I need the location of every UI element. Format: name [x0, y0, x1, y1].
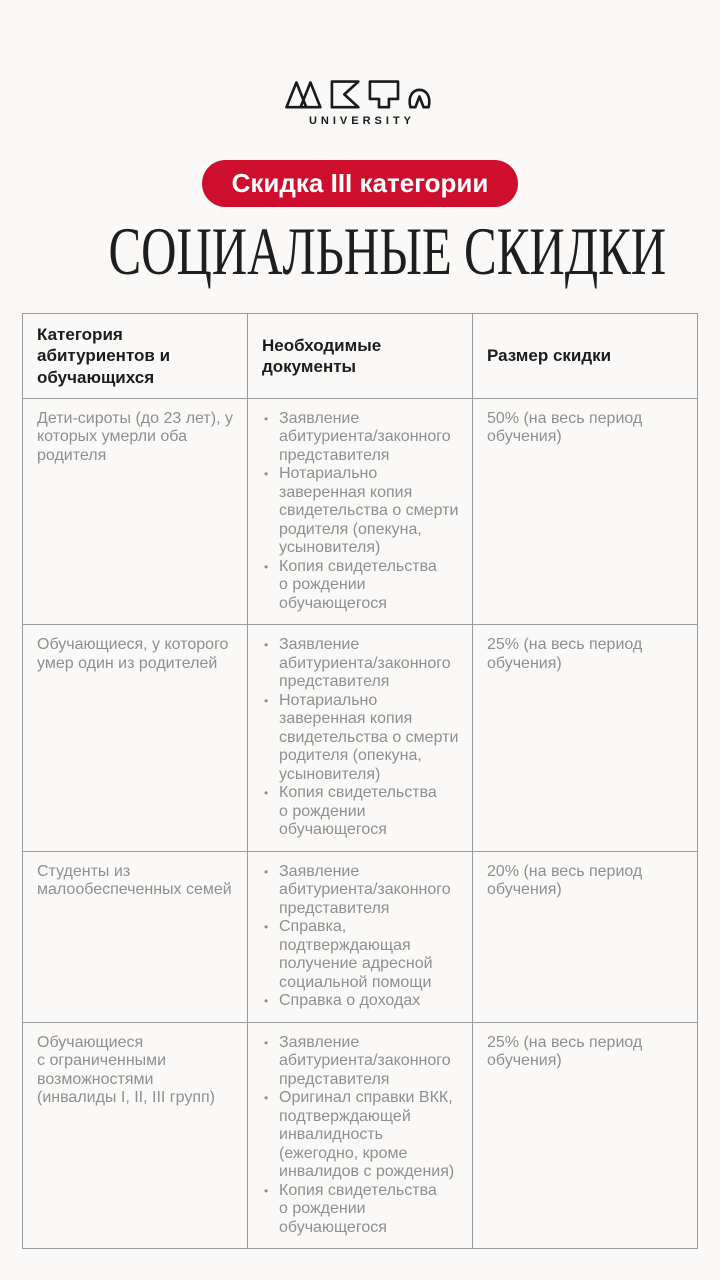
documents-cell [248, 851, 473, 1022]
document-item: • Оригинал справки ВКК, подтверждающей инвалидность (ежегодно, кроме инвалидов с рождения) [262, 1089, 460, 1182]
document-item: • Справка, подтверждающая получение адресной социальной помощи [262, 918, 460, 992]
document-item: • Заявление абитуриента/законного представителя [262, 863, 460, 919]
discount-cell: 25% (на весь период обучения) [473, 1022, 698, 1249]
page-title: СОЦИАЛЬНЫЕ СКИДКИ [108, 213, 667, 289]
documents-cell [248, 398, 473, 625]
documents-cell [248, 1022, 473, 1249]
table-row [23, 398, 698, 625]
table-body [23, 398, 698, 1249]
header-category: Категория абитуриентов и обучающихся [23, 314, 248, 399]
header-documents: Необходимые документы [248, 314, 473, 399]
header-discount: Размер скидки [473, 314, 698, 399]
logo-u-glyph-icon [410, 90, 430, 107]
document-item: • Заявление абитуриента/законного представителя [262, 1034, 460, 1090]
documents-cell [248, 625, 473, 852]
header-row [23, 314, 698, 399]
document-item: • Копия свидетельства о рождении обучающегося [262, 1182, 460, 1238]
logo-k-glyph-icon [332, 82, 358, 108]
discount-cell: 50% (на весь период обучения) [473, 398, 698, 625]
table-row [23, 625, 698, 852]
document-item: • Справка о доходах [262, 992, 460, 1011]
document-item: • Заявление абитуриента/законного представителя [262, 636, 460, 692]
logo-subtitle: UNIVERSITY [308, 115, 415, 127]
category-badge: Скидка III категории [202, 160, 519, 207]
table-head [23, 314, 698, 399]
logo-t-glyph-icon [370, 82, 398, 108]
document-list [262, 636, 460, 840]
document-item: • Копия свидетельства о рождении обучающегося [262, 784, 460, 840]
discounts-table [22, 313, 698, 1249]
university-logo-icon [284, 77, 436, 111]
document-item: • Заявление абитуриента/законного представителя [262, 410, 460, 466]
document-item: • Нотариально заверенная копия свидетельства о смерти родителя (опекуна, усыновителя) [262, 692, 460, 785]
category-cell: Дети-сироты (до 23 лет), у которых умерли оба родителя [23, 398, 248, 625]
title-row [0, 213, 720, 289]
document-list [262, 863, 460, 1011]
table-wrap [22, 313, 698, 1249]
discount-cell: 20% (на весь период обучения) [473, 851, 698, 1022]
table-row [23, 1022, 698, 1249]
badge-row [0, 160, 720, 207]
discount-cell: 25% (на весь период обучения) [473, 625, 698, 852]
table-row [23, 851, 698, 1022]
document-list [262, 1034, 460, 1238]
document-list [262, 410, 460, 614]
university-logo [0, 0, 720, 127]
category-cell: Обучающиеся с ограниченными возможностями (инвалиды I, II, III групп) [23, 1022, 248, 1249]
category-cell: Обучающиеся, у которого умер один из родителей [23, 625, 248, 852]
document-item: • Копия свидетельства о рождении обучающегося [262, 558, 460, 614]
document-item: • Нотариально заверенная копия свидетельства о смерти родителя (опекуна, усыновителя) [262, 465, 460, 558]
category-cell: Студенты из малообеспеченных семей [23, 851, 248, 1022]
